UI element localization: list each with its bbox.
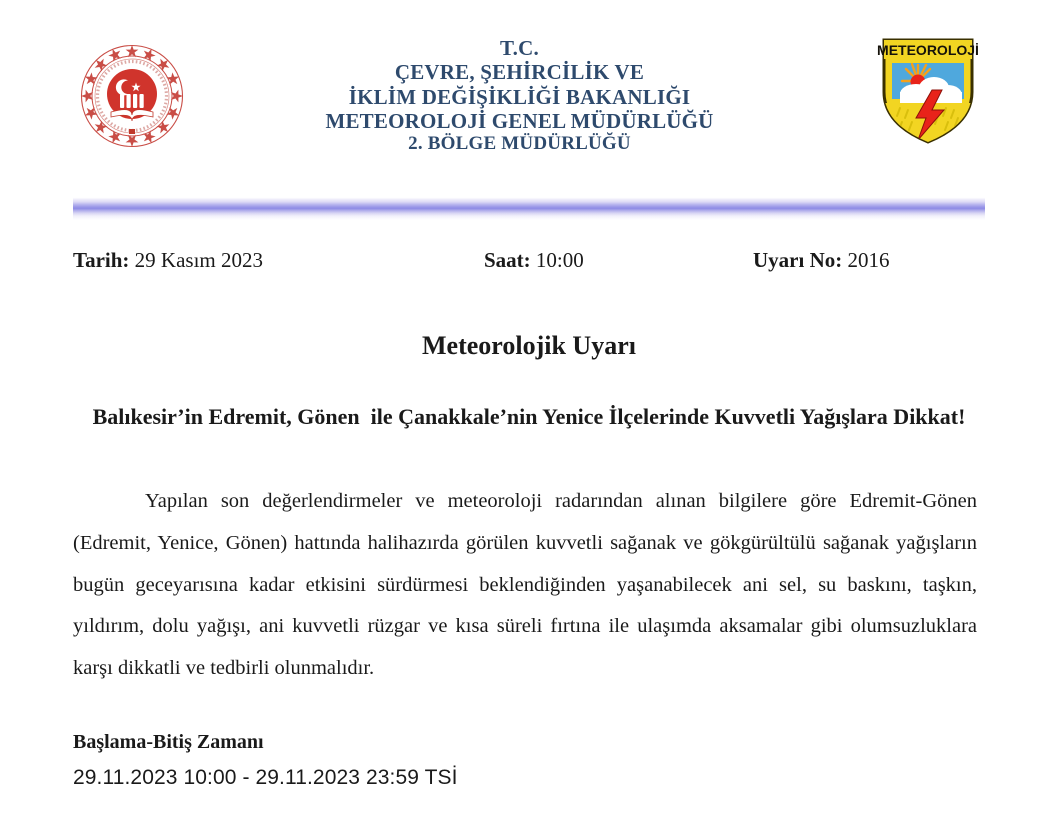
meta-time-label: Saat: [484, 248, 531, 272]
meta-warning-number-label: Uyarı No: [753, 248, 843, 272]
header-title-block [210, 36, 829, 155]
warning-headline: Balıkesir’in Edremit, Gönen ile Çanakkale’nin Yenice İlçelerinde Kuvvetli Yağışlara Dikkat! [92, 404, 966, 429]
divider-gradient [73, 194, 985, 220]
validity-period-label: Başlama-Bitiş Zamanı [73, 731, 264, 753]
meta-warning-number-value: 2016 [847, 248, 890, 272]
meteoroloji-shield-logo [872, 32, 984, 148]
validity-period-value: 29.11.2023 10:00 - 29.11.2023 23:59 TSİ [73, 766, 458, 789]
meteoroloji-banner-text: METEOROLOJİ [877, 42, 979, 58]
header-title-line-4: METEOROLOJİ GENEL MÜDÜRLÜĞÜ [325, 109, 714, 134]
page-title: Meteorolojik Uyarı [422, 331, 636, 360]
meta-warning-number [753, 248, 889, 273]
meta-time [484, 248, 584, 273]
meta-date-value: 29 Kasım 2023 [134, 248, 263, 272]
header-title-line-2: ÇEVRE, ŞEHİRCİLİK VE [394, 60, 645, 85]
header-divider-bar [73, 194, 985, 220]
warning-document-page [0, 26, 1039, 831]
header-title-line-1: T.C. [500, 36, 539, 60]
warning-body-text: Yapılan son değerlendirmeler ve meteoroloji radarından alınan bilgilere göre Edremit-Gönen (Edremit, Yenice, Gönen) hattında halihazırda görülen kuvvetli sağanak ve gökgürültülü sağanak yağışların bugün geceyarısına kadar etkisini sürdürmesi beklendiğinden yaşanabilecek ani sel, su baskını, taşkın, yıldırım, dolu yağışı, ani kuvvetli rüzgar ve kısa süreli fırtına ile ulaşımda aksamalar gibi olumsuzluklara karşı dikkatli ve tedbirli olunmalıdır. [73, 490, 977, 680]
meta-date [73, 248, 263, 273]
header-title-line-5: 2. BÖLGE MÜDÜRLÜĞÜ [408, 133, 631, 155]
meta-time-value: 10:00 [535, 248, 584, 272]
validity-period-block [73, 731, 985, 790]
document-header [0, 26, 1039, 164]
ministry-seal-logo [78, 42, 186, 150]
meta-date-label: Tarih: [73, 248, 130, 272]
header-title-line-3: İKLİM DEĞİŞİKLİĞİ BAKANLIĞI [348, 84, 691, 109]
document-meta-row [73, 248, 985, 276]
